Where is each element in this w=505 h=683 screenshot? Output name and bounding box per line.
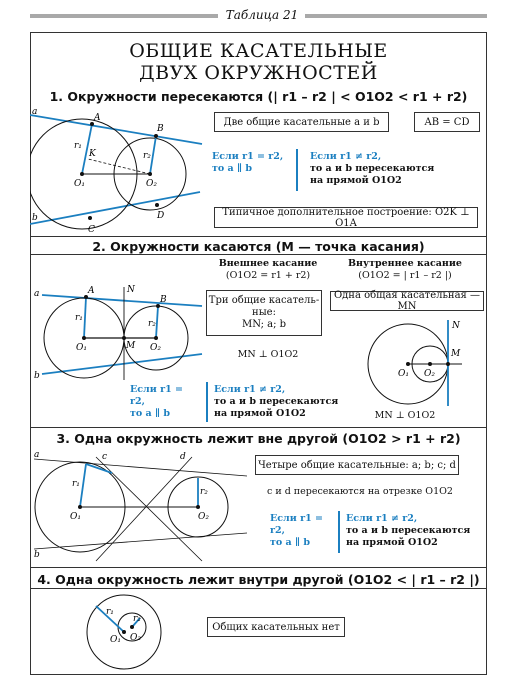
- svg-text:K: K: [89, 149, 96, 159]
- diagram-internal-tangent: [360, 318, 470, 408]
- diagram-external-separate: [32, 449, 252, 564]
- s3-cond-left-then: то a ∥ b: [270, 537, 310, 548]
- s3-cond-left: [270, 513, 340, 549]
- divider-4a: [30, 588, 487, 589]
- s1-cond-divider: [296, 149, 298, 191]
- svg-text:r₂: r₂: [200, 487, 208, 497]
- svg-text:r₁: r₁: [72, 479, 80, 489]
- s2-ext-title: Внешнее касание: [218, 258, 318, 269]
- s2-perp-int: MN ⊥ O1O2: [374, 410, 436, 421]
- s1-box-ab-cd: [414, 112, 480, 132]
- svg-text:O₂: O₂: [130, 633, 141, 643]
- svg-text:r₂: r₂: [133, 614, 141, 624]
- svg-text:A: A: [94, 113, 101, 123]
- s2-cond-divider: [206, 382, 208, 422]
- s1-box-two-tangents-text: Две общие касательные a и b: [223, 116, 380, 128]
- svg-text:O₂: O₂: [150, 343, 161, 353]
- s1-cond-left-if: Если r1 = r2,: [212, 151, 284, 162]
- svg-text:O₁: O₁: [76, 343, 87, 353]
- s1-box-construction-text: Типичное дополнительное построение: O2K ⊥ O1A: [222, 206, 470, 229]
- s2-box-one-tangent: [330, 291, 484, 311]
- s2-cond-right: [214, 384, 354, 420]
- s2-box-ext-line2: ные:: [252, 307, 276, 318]
- s3-cond-right-line: на прямой O1O2: [346, 537, 438, 548]
- s2-box-three-tangents: [206, 290, 322, 336]
- s1-cond-right-if: Если r1 ≠ r2,: [310, 151, 382, 162]
- svg-text:r₂: r₂: [143, 151, 151, 161]
- s3-cond-left-if: Если r1 = r2,: [270, 513, 323, 536]
- svg-text:M: M: [451, 349, 461, 359]
- s2-perp-ext: MN ⊥ O1O2: [237, 349, 299, 360]
- divider-3: [30, 427, 487, 428]
- svg-text:O₁: O₁: [398, 369, 409, 379]
- svg-text:D: D: [157, 211, 165, 221]
- s2-cond-right-line: на прямой O1O2: [214, 408, 306, 419]
- table-label: Таблица 21: [225, 8, 299, 22]
- s2-cond-left: [130, 384, 200, 420]
- s3-box-four-tangents-text: Четыре общие касательные: a; b; c; d: [258, 459, 456, 471]
- svg-text:O₁: O₁: [70, 512, 81, 522]
- section-2-title: 2. Окружности касаются (M — точка касания): [92, 239, 425, 254]
- svg-text:b: b: [32, 213, 38, 223]
- section-4-title: 4. Одна окружность лежит внутри другой (O1O2 < | r1 – r2 |): [37, 572, 480, 587]
- s3-cond-right-then: то a и b пересекаются: [346, 525, 471, 536]
- svg-text:d: d: [180, 452, 186, 462]
- s1-cond-left-then: то a ∥ b: [212, 163, 252, 174]
- s2-cond-right-then: то a и b пересекаются: [214, 396, 339, 407]
- title-line-1: ОБЩИЕ КАСАТЕЛЬНЫЕ: [129, 40, 388, 62]
- divider-4: [30, 567, 487, 568]
- section-3-title: 3. Одна окружность лежит вне другой (O1O2 > r1 + r2): [56, 431, 461, 446]
- svg-text:r₁: r₁: [74, 141, 82, 151]
- s3-box-four-tangents: [255, 455, 459, 475]
- svg-text:a: a: [34, 450, 40, 460]
- s2-cond-left-if: Если r1 = r2,: [130, 384, 183, 407]
- svg-text:r₁: r₁: [75, 313, 83, 323]
- s2-int-title: Внутреннее касание: [348, 258, 462, 269]
- section-1-title: 1. Окружности пересекаются (| r1 – r2 | < O1O2 < r1 + r2): [49, 89, 468, 104]
- svg-text:O₂: O₂: [198, 512, 209, 522]
- s2-box-ext-line1: Три общие касатель-: [208, 295, 320, 306]
- header-bar-right: [305, 14, 487, 18]
- s3-cond-divider: [338, 511, 340, 553]
- s3-note: c и d пересекаются на отрезке O1O2: [267, 486, 453, 497]
- s2-int-header: [330, 258, 480, 282]
- svg-text:b: b: [34, 550, 40, 560]
- svg-text:N: N: [127, 285, 135, 295]
- svg-text:r₁: r₁: [106, 607, 114, 617]
- s1-cond-right-then: то a и b пересекаются: [310, 163, 435, 174]
- s2-int-formula: (O1O2 = | r1 – r2 |): [358, 270, 452, 281]
- title-line-2: ДВУХ ОКРУЖНОСТЕЙ: [139, 62, 378, 84]
- s3-cond-right: [346, 513, 486, 549]
- svg-text:M: M: [126, 341, 136, 351]
- s1-cond-left: [212, 151, 292, 175]
- s1-box-construction: [214, 207, 478, 228]
- svg-text:b: b: [34, 371, 40, 381]
- s2-cond-left-then: то a ∥ b: [130, 408, 170, 419]
- s4-box-no-tangents: [207, 617, 345, 637]
- divider-1: [30, 236, 487, 237]
- svg-text:a: a: [34, 289, 40, 299]
- svg-text:c: c: [102, 452, 108, 462]
- svg-text:a: a: [32, 107, 38, 117]
- svg-text:O₁: O₁: [74, 179, 85, 189]
- svg-text:A: A: [88, 286, 95, 296]
- svg-text:B: B: [157, 124, 164, 134]
- s2-box-one-tangent-text: Одна общая касательная — MN: [333, 290, 481, 312]
- header-bar-left: [30, 14, 218, 18]
- svg-text:N: N: [452, 321, 460, 331]
- page-title: [30, 40, 487, 84]
- svg-text:B: B: [160, 295, 167, 305]
- s1-cond-right-line: на прямой O1O2: [310, 175, 402, 186]
- s2-ext-header: [212, 258, 324, 282]
- svg-text:O₂: O₂: [424, 369, 435, 379]
- s3-cond-right-if: Если r1 ≠ r2,: [346, 513, 418, 524]
- s2-ext-formula: (O1O2 = r1 + r2): [225, 270, 311, 281]
- divider-2a: [30, 254, 487, 255]
- diagram-internal-nested: [74, 590, 184, 674]
- s2-cond-right-if: Если r1 ≠ r2,: [214, 384, 286, 395]
- svg-text:O₂: O₂: [146, 179, 157, 189]
- s2-box-ext-line3: MN; a; b: [241, 319, 287, 330]
- s1-cond-right: [310, 151, 460, 187]
- svg-text:O₁: O₁: [110, 635, 121, 645]
- diagram-external-tangent: [32, 282, 212, 382]
- svg-text:C: C: [88, 225, 95, 235]
- diagram-intersecting: [30, 104, 205, 239]
- svg-text:r₂: r₂: [148, 319, 156, 329]
- s1-box-ab-cd-text: AB = CD: [424, 116, 470, 128]
- s1-box-two-tangents: [214, 112, 389, 132]
- s4-box-no-tangents-text: Общих касательных нет: [212, 621, 340, 633]
